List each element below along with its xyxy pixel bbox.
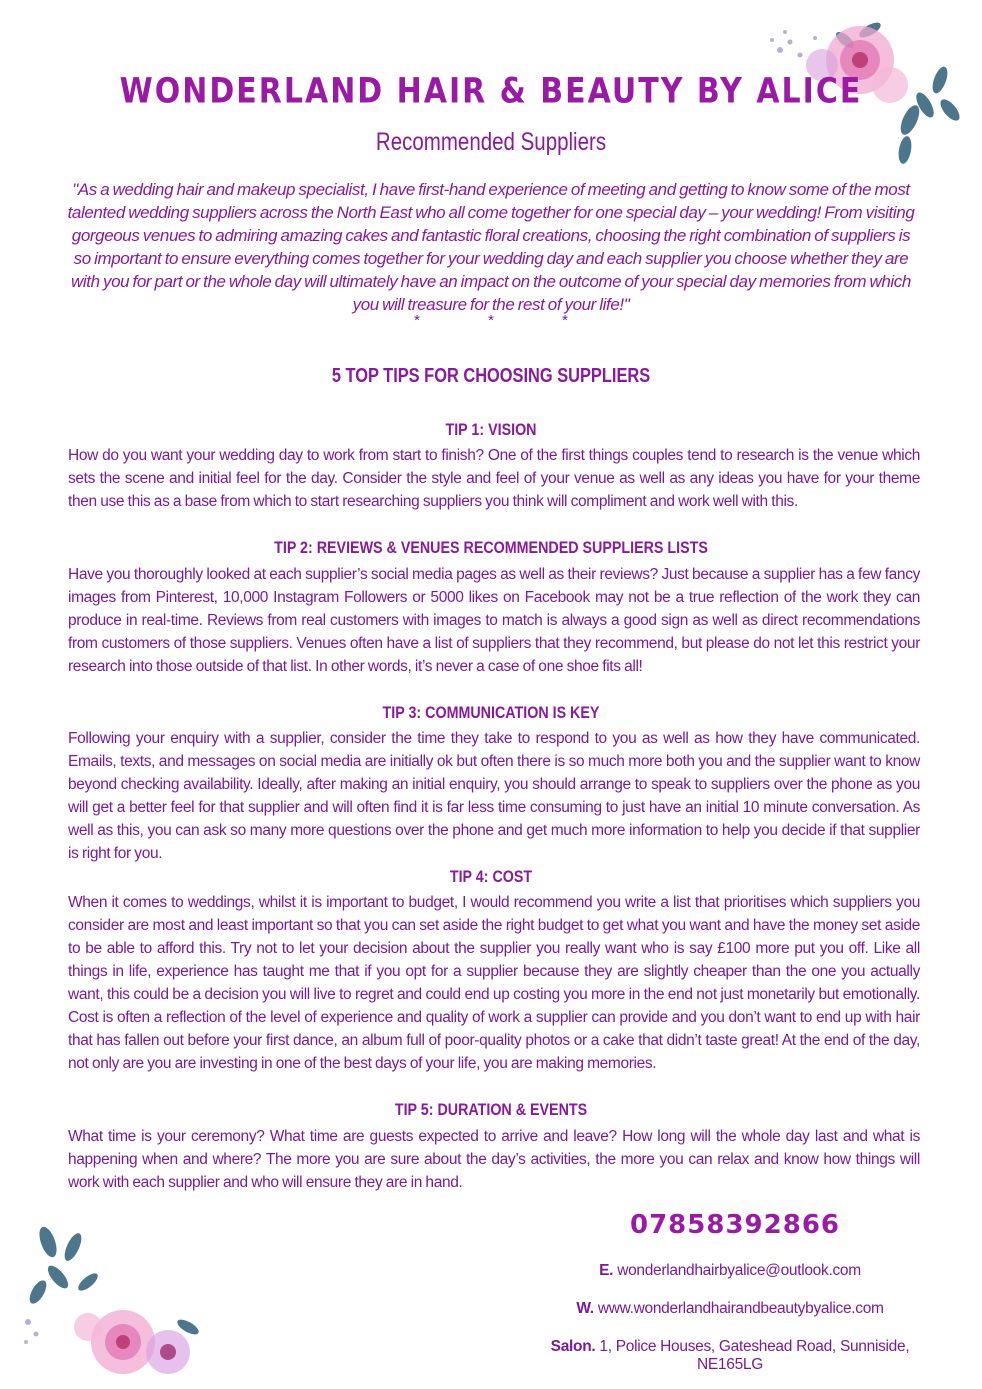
website-label: W. bbox=[576, 1300, 594, 1317]
email-address[interactable]: wonderlandhairbyalice@outlook.com bbox=[617, 1262, 861, 1279]
intro-quote: "As a wedding hair and makeup specialist, I have first-hand experience of meeting and getting to know some of the most talented wedding suppliers across the North East who all come together for one special day – your wedding! From visiting gorgeous venues to admiring amazing cakes and fantastic floral creations, choosing the right combination of suppliers is so important to ensure everything comes together for your wedding day and each supplier you choose whether they are with you for part or the whole day will ultimately have an impact on the outcome of your special day memories from which you will treasure for the rest of your life!" bbox=[67, 180, 915, 314]
floral-decoration-bottom-icon bbox=[18, 1222, 208, 1387]
separator bbox=[0, 312, 982, 329]
page-title: WONDERLAND HAIR & BEAUTY BY ALICE bbox=[119, 71, 863, 112]
website-line bbox=[520, 1300, 940, 1318]
tip-3-body: Following your enquiry with a supplier, consider the time they take to respond to you as well as how they have communicated. Emails, texts, and messages on social media are initially ok but often there is so much more both you and the supplier want to know beyond checking availability. Ideally, after making an initial enquiry, you should arrange to speak to suppliers over the phone as you will get a better feel for that supplier and will often find it is far less time consuming to just have an initial 10 minute conversation. As well as this, you can ask so many more questions over the phone and get much more information to help you decide if that supplier is right for you. bbox=[68, 730, 920, 862]
tip-2-body: Have you thoroughly looked at each supplier’s social media pages as well as their reviews? Just because a supplier has a few fancy images from Pinterest, 10,000 Instagram Followers or 5000 likes on Facebook may not be a true reflection of the work they can produce in real-time. Reviews from real customers with images to match is always a good sign as well as direct recommendations from customers of those suppliers. Venues often have a list of suppliers that they recommend, but please do not let this restrict your research into those outside of that list. In other words, it’s never a case of one shoe fits all! bbox=[68, 566, 920, 675]
separator-star: * bbox=[414, 312, 420, 329]
phone-number[interactable]: 07858392866 bbox=[630, 1210, 840, 1240]
salon-address: 1, Police Houses, Gateshead Road, Sunniside, NE165LG bbox=[599, 1338, 910, 1373]
tip-3-heading: TIP 3: COMMUNICATION IS KEY bbox=[382, 703, 600, 722]
tip-1-heading: TIP 1: VISION bbox=[445, 420, 537, 439]
tip-1-body: How do you want your wedding day to work from start to finish? One of the first things couples tend to research is the venue which sets the scene and initial feel for the day. Consider the style and feel of your venue as well as any ideas you have for your theme then use this as a base from which to start researching suppliers you think will compliment and work well with this. bbox=[68, 447, 920, 510]
salon-line bbox=[520, 1338, 940, 1374]
tip-5-heading: TIP 5: DURATION & EVENTS bbox=[394, 1100, 588, 1119]
website-link[interactable]: www.wonderlandhairandbeautybyalice.com bbox=[597, 1300, 884, 1317]
email-line bbox=[520, 1262, 940, 1280]
tip-5-body: What time is your ceremony? What time are guests expected to arrive and leave? How long will the whole day last and what is happening when and where? The more you are sure about the day’s activities, the more you can relax and know how things will work with each supplier and who will ensure they are in hand. bbox=[68, 1128, 920, 1191]
tip-4-body: When it comes to weddings, whilst it is important to budget, I would recommend you write a list that prioritises which suppliers you consider are most and least important so that you can set aside the right budget to get what you want and have the money set aside to be able to afford this. Try not to let your decision about the supplier you really want who is say £100 more put you off. Like all things in life, experience has taught me that if you opt for a supplier because they are slightly cheaper than the one you actually want, this could be a decision you will live to regret and could end up costing you more in the end not just monetarily but emotionally. Cost is often a reflection of the level of experience and quality of work a supplier can provide and you don’t want to end up with hair that has fallen out before your first dance, an album full of poor-quality photos or a cake that didn’t taste great! At the end of the day, not only are you are investing in one of the best days of your life, you are making memories. bbox=[68, 894, 920, 1072]
tip-2-heading: TIP 2: REVIEWS & VENUES RECOMMENDED SUPPLIERS LISTS bbox=[274, 538, 708, 557]
tips-heading: 5 TOP TIPS FOR CHOOSING SUPPLIERS bbox=[331, 365, 651, 387]
tip-4-heading: TIP 4: COST bbox=[449, 867, 533, 886]
salon-label: Salon. bbox=[550, 1338, 596, 1355]
email-label: E. bbox=[599, 1262, 614, 1279]
separator-star: * bbox=[488, 312, 494, 329]
page-subtitle: Recommended Suppliers bbox=[375, 128, 607, 156]
separator-star: * bbox=[562, 312, 568, 329]
